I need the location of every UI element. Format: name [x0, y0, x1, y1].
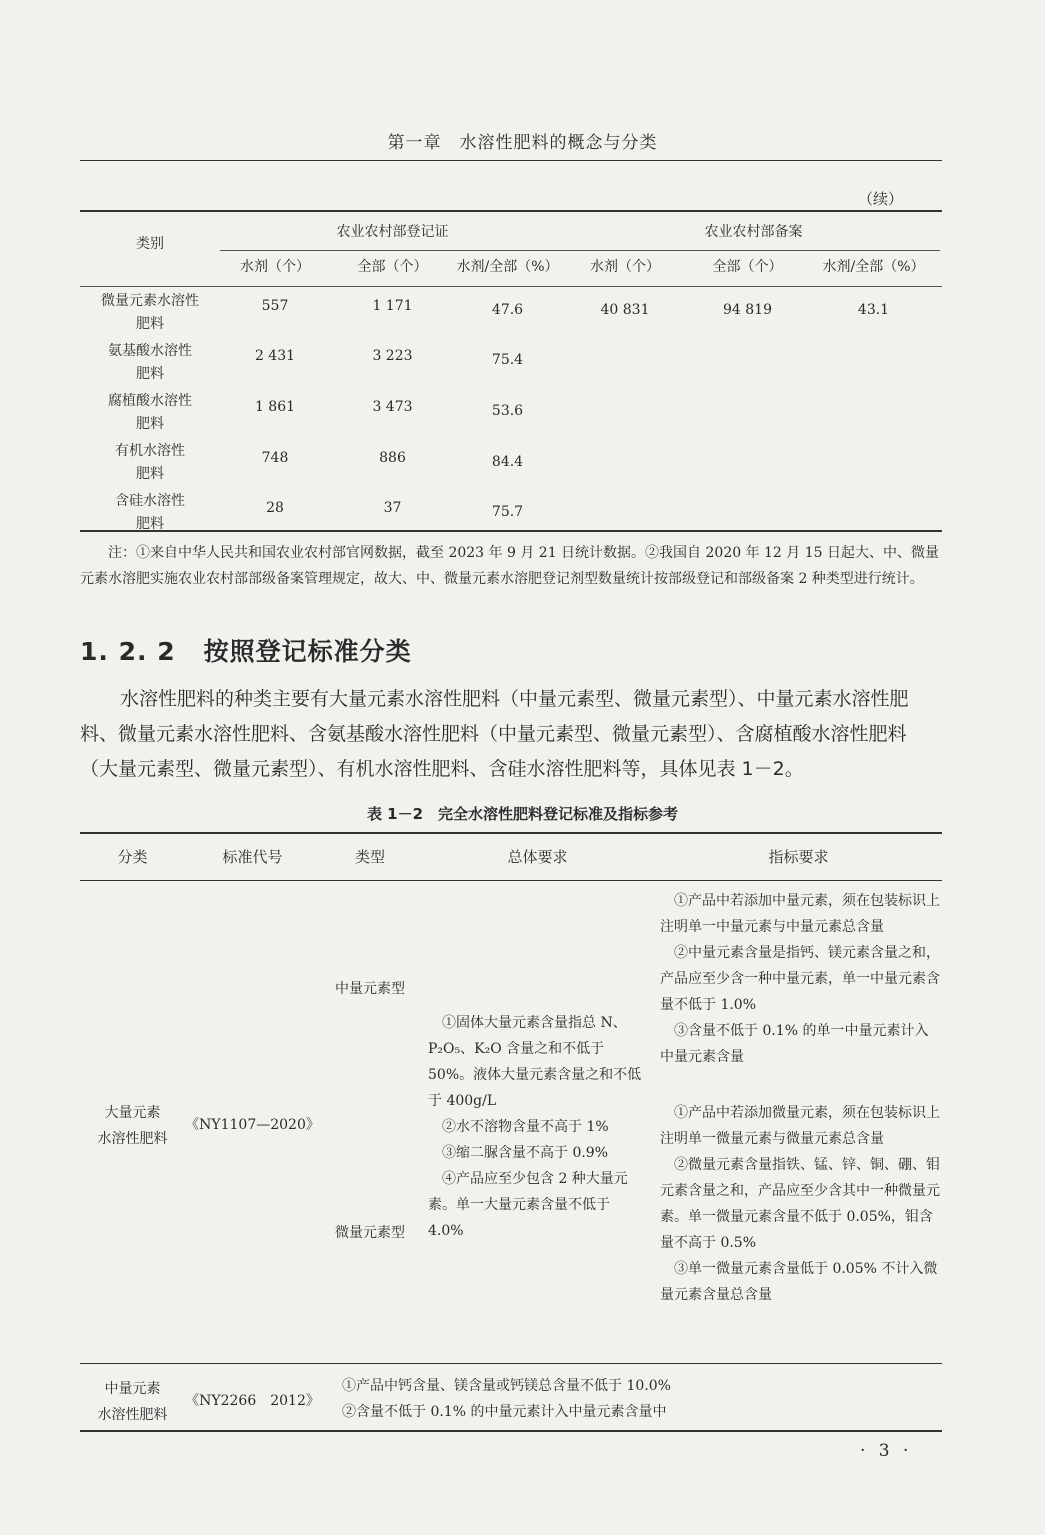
table2-standard: 《NY1107—2020》: [185, 1117, 320, 1133]
page-number: · 3 ·: [860, 1441, 913, 1461]
table-cell: 94 819: [723, 302, 772, 318]
sub-header: 水剂（个）: [590, 259, 660, 275]
sub-header: 水剂（个）: [240, 259, 310, 275]
table-cell: 84.4: [491, 454, 524, 470]
header-rule: [80, 160, 942, 161]
table2-top-rule: [80, 832, 942, 834]
group-header-filing: 农业农村部备案: [704, 224, 803, 240]
table-cell: 43.1: [857, 302, 890, 318]
table-cell: 28: [266, 500, 284, 516]
table2-header: 总体要求: [507, 848, 568, 866]
table2-header: 类型: [354, 848, 385, 866]
sub-header: 水剂/全部（%）: [456, 259, 559, 275]
table-cell: 53.6: [491, 403, 524, 419]
table-cell: 748: [261, 450, 289, 466]
table-cell: 557: [261, 298, 289, 314]
table-cell: 3 473: [372, 399, 413, 415]
table2-header: 分类: [117, 848, 148, 866]
table2-class: 大量元素 水溶性肥料: [97, 1105, 168, 1147]
table2-header: 指标要求: [768, 848, 829, 866]
table2-row-rule: [80, 1363, 942, 1364]
table-cell: 40 831: [600, 302, 650, 318]
table-row-label: 有机水溶性 肥料: [115, 443, 185, 482]
table-cell: 1 861: [254, 399, 296, 415]
table2-type: 中量元素型: [335, 981, 405, 997]
table-cell: 3 223: [372, 348, 413, 364]
table2-bottom-rule: [80, 1430, 942, 1432]
group-header-registration: 农业农村部登记证: [336, 224, 449, 240]
table-caption: 表 1－2 完全水溶性肥料登记标准及指标参考: [366, 805, 679, 823]
section-heading: [80, 632, 412, 668]
table-cell: 1 171: [372, 298, 413, 314]
table2-standard: 《NY2266 2012》: [185, 1393, 320, 1409]
table-note: 注：①来自中华人民共和国农业农村部官网数据，截至 2023 年 9 月 21 日统计数据。②我国自 2020 年 12 月 15 日起大、中、微量元素水溶肥实施农业农村部部级备案管理规定，故大、中、微量元素水溶肥登记剂型数量统计按部级登记和部级备案 2 种类型进行统计。: [80, 545, 940, 587]
table2-indicators-medium: ①产品中若添加中量元素，须在包装标识上注明单一中量元素与中量元素总含量 ②中量元素含量是指钙、镁元素含量之和，产品应至少含一种中量元素，单一中量元素含量不低于 1.0% ③含量不低于 0.1% 的单一中量元素计入中量元素含量: [660, 893, 940, 1065]
table2-header-rule: [80, 880, 942, 881]
table2-general-requirements: ①固体大量元素含量指总 N、P₂O₅、K₂O 含量之和不低于 50%。液体大量元素含量之和不低于 400g/L ②水不溶物含量不高于 1% ③缩二脲含量不高于 0.9% ④产品应至少包含 2 种大量元素。单一大量元素含量不低于 4.0%: [428, 1015, 642, 1239]
body-paragraph: 水溶性肥料的种类主要有大量元素水溶性肥料（中量元素型、微量元素型）、中量元素水溶性肥料、微量元素水溶性肥料、含氨基酸水溶性肥料（中量元素型、微量元素型）、含腐植酸水溶性肥料（大量元素型、微量元素型）、有机水溶性肥料、含硅水溶性肥料等，具体见表 1－2。: [80, 688, 909, 780]
table2-requirement: ②含量不低于 0.1% 的中量元素计入中量元素含量中: [342, 1404, 667, 1420]
section-number: 1. 2. 2: [80, 637, 176, 666]
table-top-rule: [80, 210, 942, 212]
table-row-label: 微量元素水溶性 肥料: [101, 293, 199, 332]
category-header: 类别: [136, 236, 164, 252]
table2-requirement: ①产品中钙含量、镁含量或钙镁总含量不低于 10.0%: [342, 1378, 671, 1394]
table2-header: 标准代号: [222, 848, 283, 866]
table-cell: 2 431: [254, 348, 296, 364]
table-cell: 75.7: [491, 504, 524, 520]
table2-class: 中量元素 水溶性肥料: [97, 1381, 168, 1423]
sub-header: 全部（个）: [712, 259, 783, 275]
page-header: 第一章 水溶性肥料的概念与分类: [387, 133, 658, 153]
sub-header: 水剂/全部（%）: [822, 259, 925, 275]
table-cell: 47.6: [491, 302, 524, 318]
continued-label: （续）: [858, 190, 904, 208]
table-row-label: 氨基酸水溶性 肥料: [108, 343, 192, 382]
table2-type: 微量元素型: [335, 1225, 405, 1241]
table-row-label: 含硅水溶性 肥料: [115, 493, 185, 532]
table-cell: 37: [383, 500, 402, 516]
sub-header: 全部（个）: [357, 259, 428, 275]
header-bottom-rule: [80, 286, 942, 287]
table-cell: 75.4: [491, 352, 524, 368]
section-title: 按照登记标准分类: [203, 637, 412, 666]
table-row-label: 腐植酸水溶性 肥料: [108, 393, 192, 432]
table2-indicators-trace: ①产品中若添加微量元素，须在包装标识上注明单一微量元素与微量元素总含量 ②微量元素含量指铁、锰、锌、铜、硼、钼元素含量之和，产品应至少含其中一种微量元素。单一微量元素含量不低于 0.05%，钼含量不高于 0.5% ③单一微量元素含量低于 0.05% 不计入微量元素含量总含量: [660, 1105, 940, 1303]
group-header-rule: [220, 250, 940, 251]
table-cell: 886: [379, 450, 406, 466]
